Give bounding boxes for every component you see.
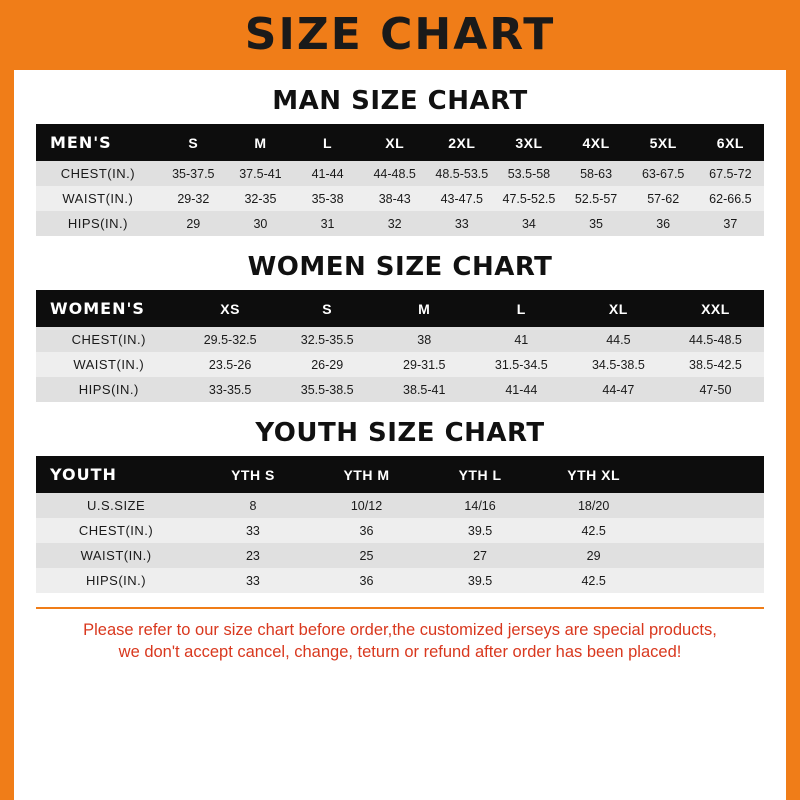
table-cell: 47-50 bbox=[667, 377, 764, 402]
footer-note bbox=[36, 607, 764, 664]
table-row bbox=[36, 377, 764, 402]
table-cell: 23 bbox=[196, 543, 310, 568]
table-cell: 38.5-42.5 bbox=[667, 352, 764, 377]
table-row bbox=[36, 543, 764, 568]
table-row bbox=[36, 518, 764, 543]
table-cell: 32 bbox=[361, 211, 428, 236]
table-cell: 14/16 bbox=[423, 493, 537, 518]
section-title-women: WOMEN SIZE CHART bbox=[247, 252, 553, 282]
table-cell: 35-37.5 bbox=[160, 161, 227, 186]
table-cell: 29.5-32.5 bbox=[182, 327, 279, 352]
table-cell: 63-67.5 bbox=[630, 161, 697, 186]
page-banner bbox=[0, 0, 800, 70]
table-row bbox=[36, 327, 764, 352]
table-cell: 29-32 bbox=[160, 186, 227, 211]
section-title-youth: YOUTH SIZE CHART bbox=[255, 418, 545, 448]
table-cell: 47.5-52.5 bbox=[495, 186, 562, 211]
column-header: M bbox=[227, 124, 294, 161]
column-header bbox=[650, 456, 764, 493]
column-header: 6XL bbox=[697, 124, 764, 161]
table-header-row bbox=[36, 456, 764, 493]
table-cell: 29-31.5 bbox=[376, 352, 473, 377]
table-cell: 62-66.5 bbox=[697, 186, 764, 211]
table-cell: 37.5-41 bbox=[227, 161, 294, 186]
table-cell: 26-29 bbox=[279, 352, 376, 377]
table-cell: 33 bbox=[428, 211, 495, 236]
table-cell: 67.5-72 bbox=[697, 161, 764, 186]
footer-note-line-1: Please refer to our size chart before order,the customized jerseys are special products, bbox=[83, 621, 717, 639]
table-cell: 48.5-53.5 bbox=[428, 161, 495, 186]
table-cell: 38 bbox=[376, 327, 473, 352]
column-header: L bbox=[473, 290, 570, 327]
table-cell: 44-47 bbox=[570, 377, 667, 402]
row-label: CHEST(IN.) bbox=[36, 518, 196, 543]
table-cell bbox=[650, 493, 764, 518]
row-label: HIPS(IN.) bbox=[36, 568, 196, 593]
table-cell: 18/20 bbox=[537, 493, 651, 518]
column-header: MEN'S bbox=[36, 124, 160, 161]
table-row bbox=[36, 186, 764, 211]
table-cell: 57-62 bbox=[630, 186, 697, 211]
table-cell: 31 bbox=[294, 211, 361, 236]
table-cell: 34.5-38.5 bbox=[570, 352, 667, 377]
table-cell: 29 bbox=[537, 543, 651, 568]
row-label: WAIST(IN.) bbox=[36, 186, 160, 211]
table-cell: 27 bbox=[423, 543, 537, 568]
column-header: 5XL bbox=[630, 124, 697, 161]
table-cell: 23.5-26 bbox=[182, 352, 279, 377]
table-cell: 42.5 bbox=[537, 518, 651, 543]
row-label: WAIST(IN.) bbox=[36, 543, 196, 568]
table-cell: 36 bbox=[630, 211, 697, 236]
youth-size-table bbox=[36, 456, 764, 593]
table-cell bbox=[650, 543, 764, 568]
table-cell: 42.5 bbox=[537, 568, 651, 593]
table-cell bbox=[650, 518, 764, 543]
column-header: 2XL bbox=[428, 124, 495, 161]
column-header: S bbox=[160, 124, 227, 161]
table-cell: 33-35.5 bbox=[182, 377, 279, 402]
table-cell: 44.5 bbox=[570, 327, 667, 352]
table-cell: 32-35 bbox=[227, 186, 294, 211]
table-cell: 35.5-38.5 bbox=[279, 377, 376, 402]
table-cell: 43-47.5 bbox=[428, 186, 495, 211]
row-label: U.S.SIZE bbox=[36, 493, 196, 518]
table-cell: 58-63 bbox=[563, 161, 630, 186]
table-cell: 52.5-57 bbox=[563, 186, 630, 211]
column-header: 3XL bbox=[495, 124, 562, 161]
chart-content bbox=[14, 86, 786, 664]
column-header: L bbox=[294, 124, 361, 161]
column-header: XS bbox=[182, 290, 279, 327]
table-cell: 44-48.5 bbox=[361, 161, 428, 186]
column-header: YTH M bbox=[310, 456, 424, 493]
row-label: WAIST(IN.) bbox=[36, 352, 182, 377]
table-cell: 38.5-41 bbox=[376, 377, 473, 402]
table-cell: 32.5-35.5 bbox=[279, 327, 376, 352]
table-cell: 39.5 bbox=[423, 518, 537, 543]
column-header: 4XL bbox=[563, 124, 630, 161]
table-cell: 41 bbox=[473, 327, 570, 352]
row-label: HIPS(IN.) bbox=[36, 211, 160, 236]
column-header: XXL bbox=[667, 290, 764, 327]
row-label: CHEST(IN.) bbox=[36, 161, 160, 186]
column-header: YTH L bbox=[423, 456, 537, 493]
table-cell: 38-43 bbox=[361, 186, 428, 211]
table-cell: 39.5 bbox=[423, 568, 537, 593]
table-cell: 29 bbox=[160, 211, 227, 236]
table-cell: 36 bbox=[310, 568, 424, 593]
table-cell: 44.5-48.5 bbox=[667, 327, 764, 352]
table-row bbox=[36, 352, 764, 377]
column-header: XL bbox=[361, 124, 428, 161]
table-cell: 37 bbox=[697, 211, 764, 236]
table-cell: 10/12 bbox=[310, 493, 424, 518]
table-cell: 53.5-58 bbox=[495, 161, 562, 186]
table-cell: 33 bbox=[196, 568, 310, 593]
column-header: YOUTH bbox=[36, 456, 196, 493]
row-label: CHEST(IN.) bbox=[36, 327, 182, 352]
table-cell: 31.5-34.5 bbox=[473, 352, 570, 377]
table-row bbox=[36, 211, 764, 236]
column-header: WOMEN'S bbox=[36, 290, 182, 327]
table-cell: 34 bbox=[495, 211, 562, 236]
table-cell: 41-44 bbox=[473, 377, 570, 402]
table-cell: 33 bbox=[196, 518, 310, 543]
column-header: YTH XL bbox=[537, 456, 651, 493]
table-cell: 30 bbox=[227, 211, 294, 236]
table-cell bbox=[650, 568, 764, 593]
women-size-table bbox=[36, 290, 764, 402]
footer-note-line-2: we don't accept cancel, change, teturn or refund after order has been placed! bbox=[118, 643, 682, 662]
table-cell: 41-44 bbox=[294, 161, 361, 186]
table-row bbox=[36, 161, 764, 186]
table-cell: 25 bbox=[310, 543, 424, 568]
table-cell: 8 bbox=[196, 493, 310, 518]
page-title: SIZE CHART bbox=[244, 9, 556, 60]
column-header: S bbox=[279, 290, 376, 327]
table-cell: 36 bbox=[310, 518, 424, 543]
men-size-table bbox=[36, 124, 764, 236]
table-cell: 35 bbox=[563, 211, 630, 236]
table-header-row bbox=[36, 290, 764, 327]
table-cell: 35-38 bbox=[294, 186, 361, 211]
column-header: YTH S bbox=[196, 456, 310, 493]
table-header-row bbox=[36, 124, 764, 161]
column-header: XL bbox=[570, 290, 667, 327]
section-title-men: MAN SIZE CHART bbox=[272, 86, 528, 116]
column-header: M bbox=[376, 290, 473, 327]
table-row bbox=[36, 568, 764, 593]
row-label: HIPS(IN.) bbox=[36, 377, 182, 402]
table-row bbox=[36, 493, 764, 518]
